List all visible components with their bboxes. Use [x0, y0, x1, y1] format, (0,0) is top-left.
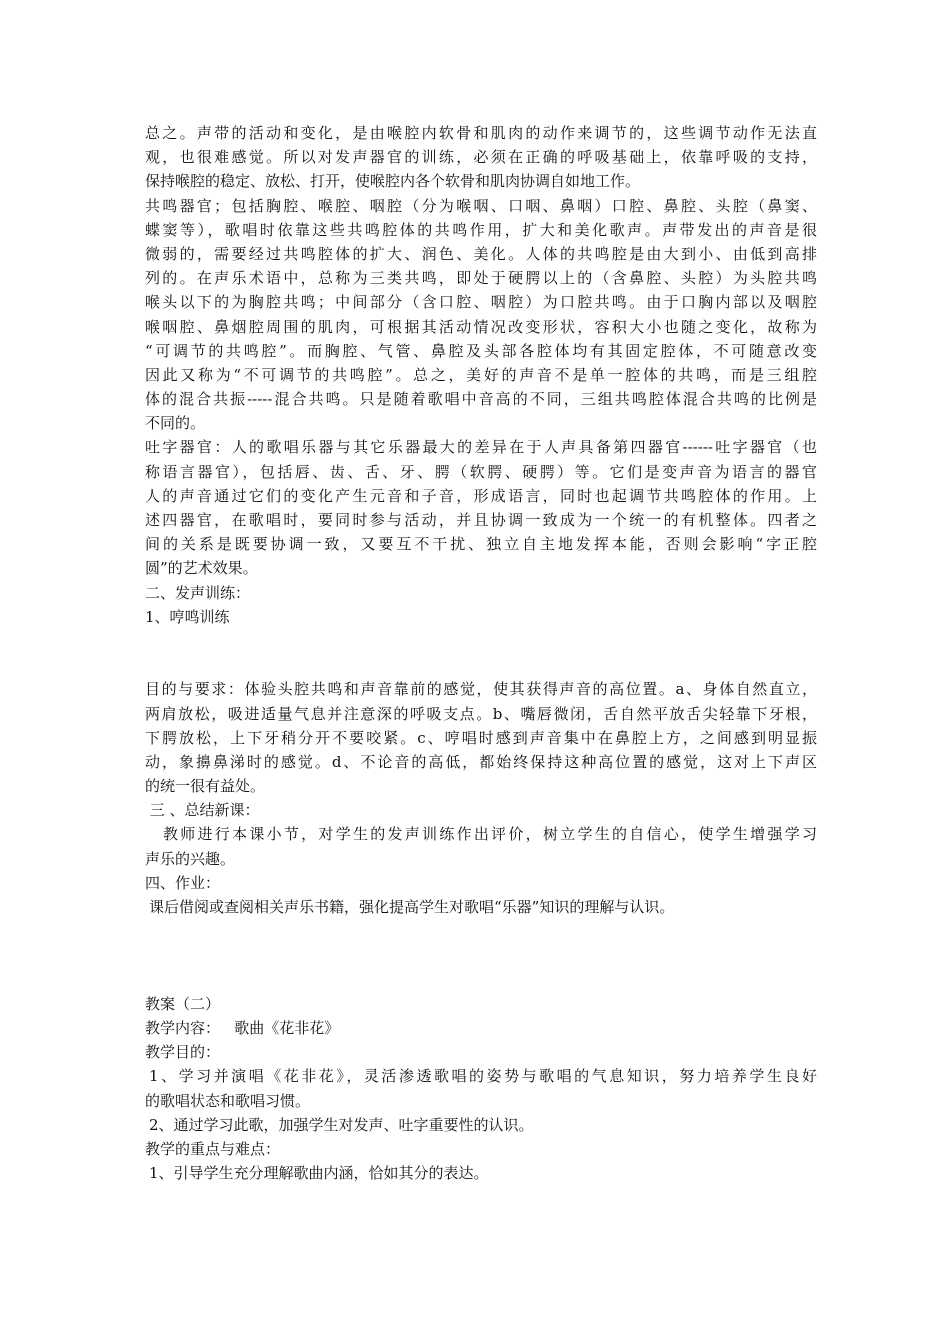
section-heading: 三 、总结新课： — [145, 801, 260, 820]
text-line: 动，象擤鼻涕时的感觉。d、不论音的高低，都始终保持这种高位置的感觉，这对上下声区 — [145, 752, 817, 771]
text-line: 课后借阅或查阅相关声乐书籍，强化提高学生对歌唱“乐器”知识的理解与认识。 — [149, 898, 675, 917]
text-line: 述四器官，在歌唱时，要同时参与活动，并且协调一致成为一个统一的有机整体。四者之 — [145, 511, 817, 529]
text-line: 体的混合共振-----混合共鸣。只是随着歌唱中音高的不同，三组共鸣腔体混合共鸣的比例是 — [145, 390, 817, 409]
text-line: 人的声音通过它们的变化产生元音和子音，形成语言，同时也起调节共鸣腔体的作用。上 — [145, 486, 817, 505]
text-line: 1、学习并演唱《花非花》，灵活渗透歌唱的姿势与歌唱的气息知识，努力培养学生良好 — [149, 1067, 817, 1086]
text-line: 不同的。 — [145, 414, 206, 433]
text-line: 吐字器官：人的歌唱乐器与其它乐器最大的差异在于人声具备第四器官------吐字器官（也 — [145, 438, 817, 457]
text-line: 下腭放松，上下牙稍分开不要咬紧。c、哼唱时感到声音集中在鼻腔上方，之间感到明显振 — [145, 728, 817, 747]
spacer — [145, 629, 817, 677]
text-line: 两肩放松，吸进适量气息并注意深的呼吸支点。b、嘴唇微闭，舌自然平放舌尖轻靠下牙根， — [145, 704, 817, 723]
text-line: 目的与要求：体验头腔共鸣和声音靠前的感觉，使其获得声音的高位置。a、身体自然直立， — [145, 680, 817, 699]
text-line: 微弱的，需要经过共鸣腔体的扩大、润色、美化。人体的共鸣腔是由大到小、由低到高排 — [145, 244, 817, 263]
text-line: 喉咽腔、鼻烟腔周围的肌肉，可根据其活动情况改变形状，容积大小也随之变化，故称为 — [145, 317, 817, 336]
subsection-heading: 1、哼鸣训练 — [145, 607, 230, 626]
text-line: 2、通过学习此歌，加强学生对发声、吐字重要性的认识。 — [149, 1115, 534, 1134]
lesson-title: 教案（二） — [145, 994, 221, 1013]
text-line: 总之。声带的活动和变化，是由喉腔内软骨和肌肉的动作来调节的，这些调节动作无法直 — [145, 124, 817, 142]
text-line: 教师进行本课小节，对学生的发声训练作出评价，树立学生的自信心，使学生增强学习 — [163, 825, 817, 844]
text-line: 声乐的兴趣。 — [145, 849, 236, 868]
text-line: 蝶窦等），歌唱时依靠这些共鸣腔体的共鸣作用，扩大和美化歌声。声带发出的声音是很 — [145, 220, 817, 239]
text-line: 共鸣器官；包括胸腔、喉腔、咽腔（分为喉咽、口咽、鼻咽）口腔、鼻腔、头腔（鼻窦、 — [145, 196, 817, 215]
section-heading: 二、发声训练： — [145, 583, 251, 602]
section-heading: 教学目的： — [145, 1043, 221, 1062]
text-line: 列的。在声乐术语中，总称为三类共鸣，即处于硬腭以上的（含鼻腔、头腔）为头腔共鸣 — [145, 269, 817, 288]
text-line: 教学内容： 歌曲《花非花》 — [145, 1018, 340, 1037]
section-heading: 四、作业： — [145, 873, 221, 892]
text-line: 的歌唱状态和歌唱习惯。 — [145, 1091, 311, 1110]
spacer — [145, 919, 817, 992]
text-line: 的统一很有益处。 — [145, 777, 266, 796]
text-line: 观，也很难感觉。所以对发声器官的训练，必须在正确的呼吸基础上，依靠呼吸的支持， — [145, 148, 817, 167]
text-line: 1、引导学生充分理解歌曲内涵，恰如其分的表达。 — [149, 1164, 489, 1183]
text-line: 因此又称为“不可调节的共鸣腔”。总之，美好的声音不是单一腔体的共鸣，而是三组腔 — [145, 365, 817, 384]
text-line: 保持喉腔的稳定、放松、打开，使喉腔内各个软骨和肌肉协调自如地工作。 — [145, 172, 641, 191]
document-body — [145, 121, 817, 1185]
text-line: “可调节的共鸣腔”。而胸腔、气管、鼻腔及头部各腔体均有其固定腔体，不可随意改变 — [145, 341, 817, 360]
text-line: 间的关系是既要协调一致，又要互不干扰、独立自主地发挥本能，否则会影响“字正腔 — [145, 535, 817, 554]
text-line: 喉头以下的为胸腔共鸣；中间部分（含口腔、咽腔）为口腔共鸣。由于口胸内部以及咽腔 — [145, 293, 817, 312]
section-heading: 教学的重点与难点： — [145, 1139, 281, 1158]
text-line: 圆”的艺术效果。 — [145, 559, 258, 578]
text-line: 称语言器官），包括唇、齿、舌、牙、腭（软腭、硬腭）等。它们是变声音为语言的器官 — [145, 462, 817, 481]
